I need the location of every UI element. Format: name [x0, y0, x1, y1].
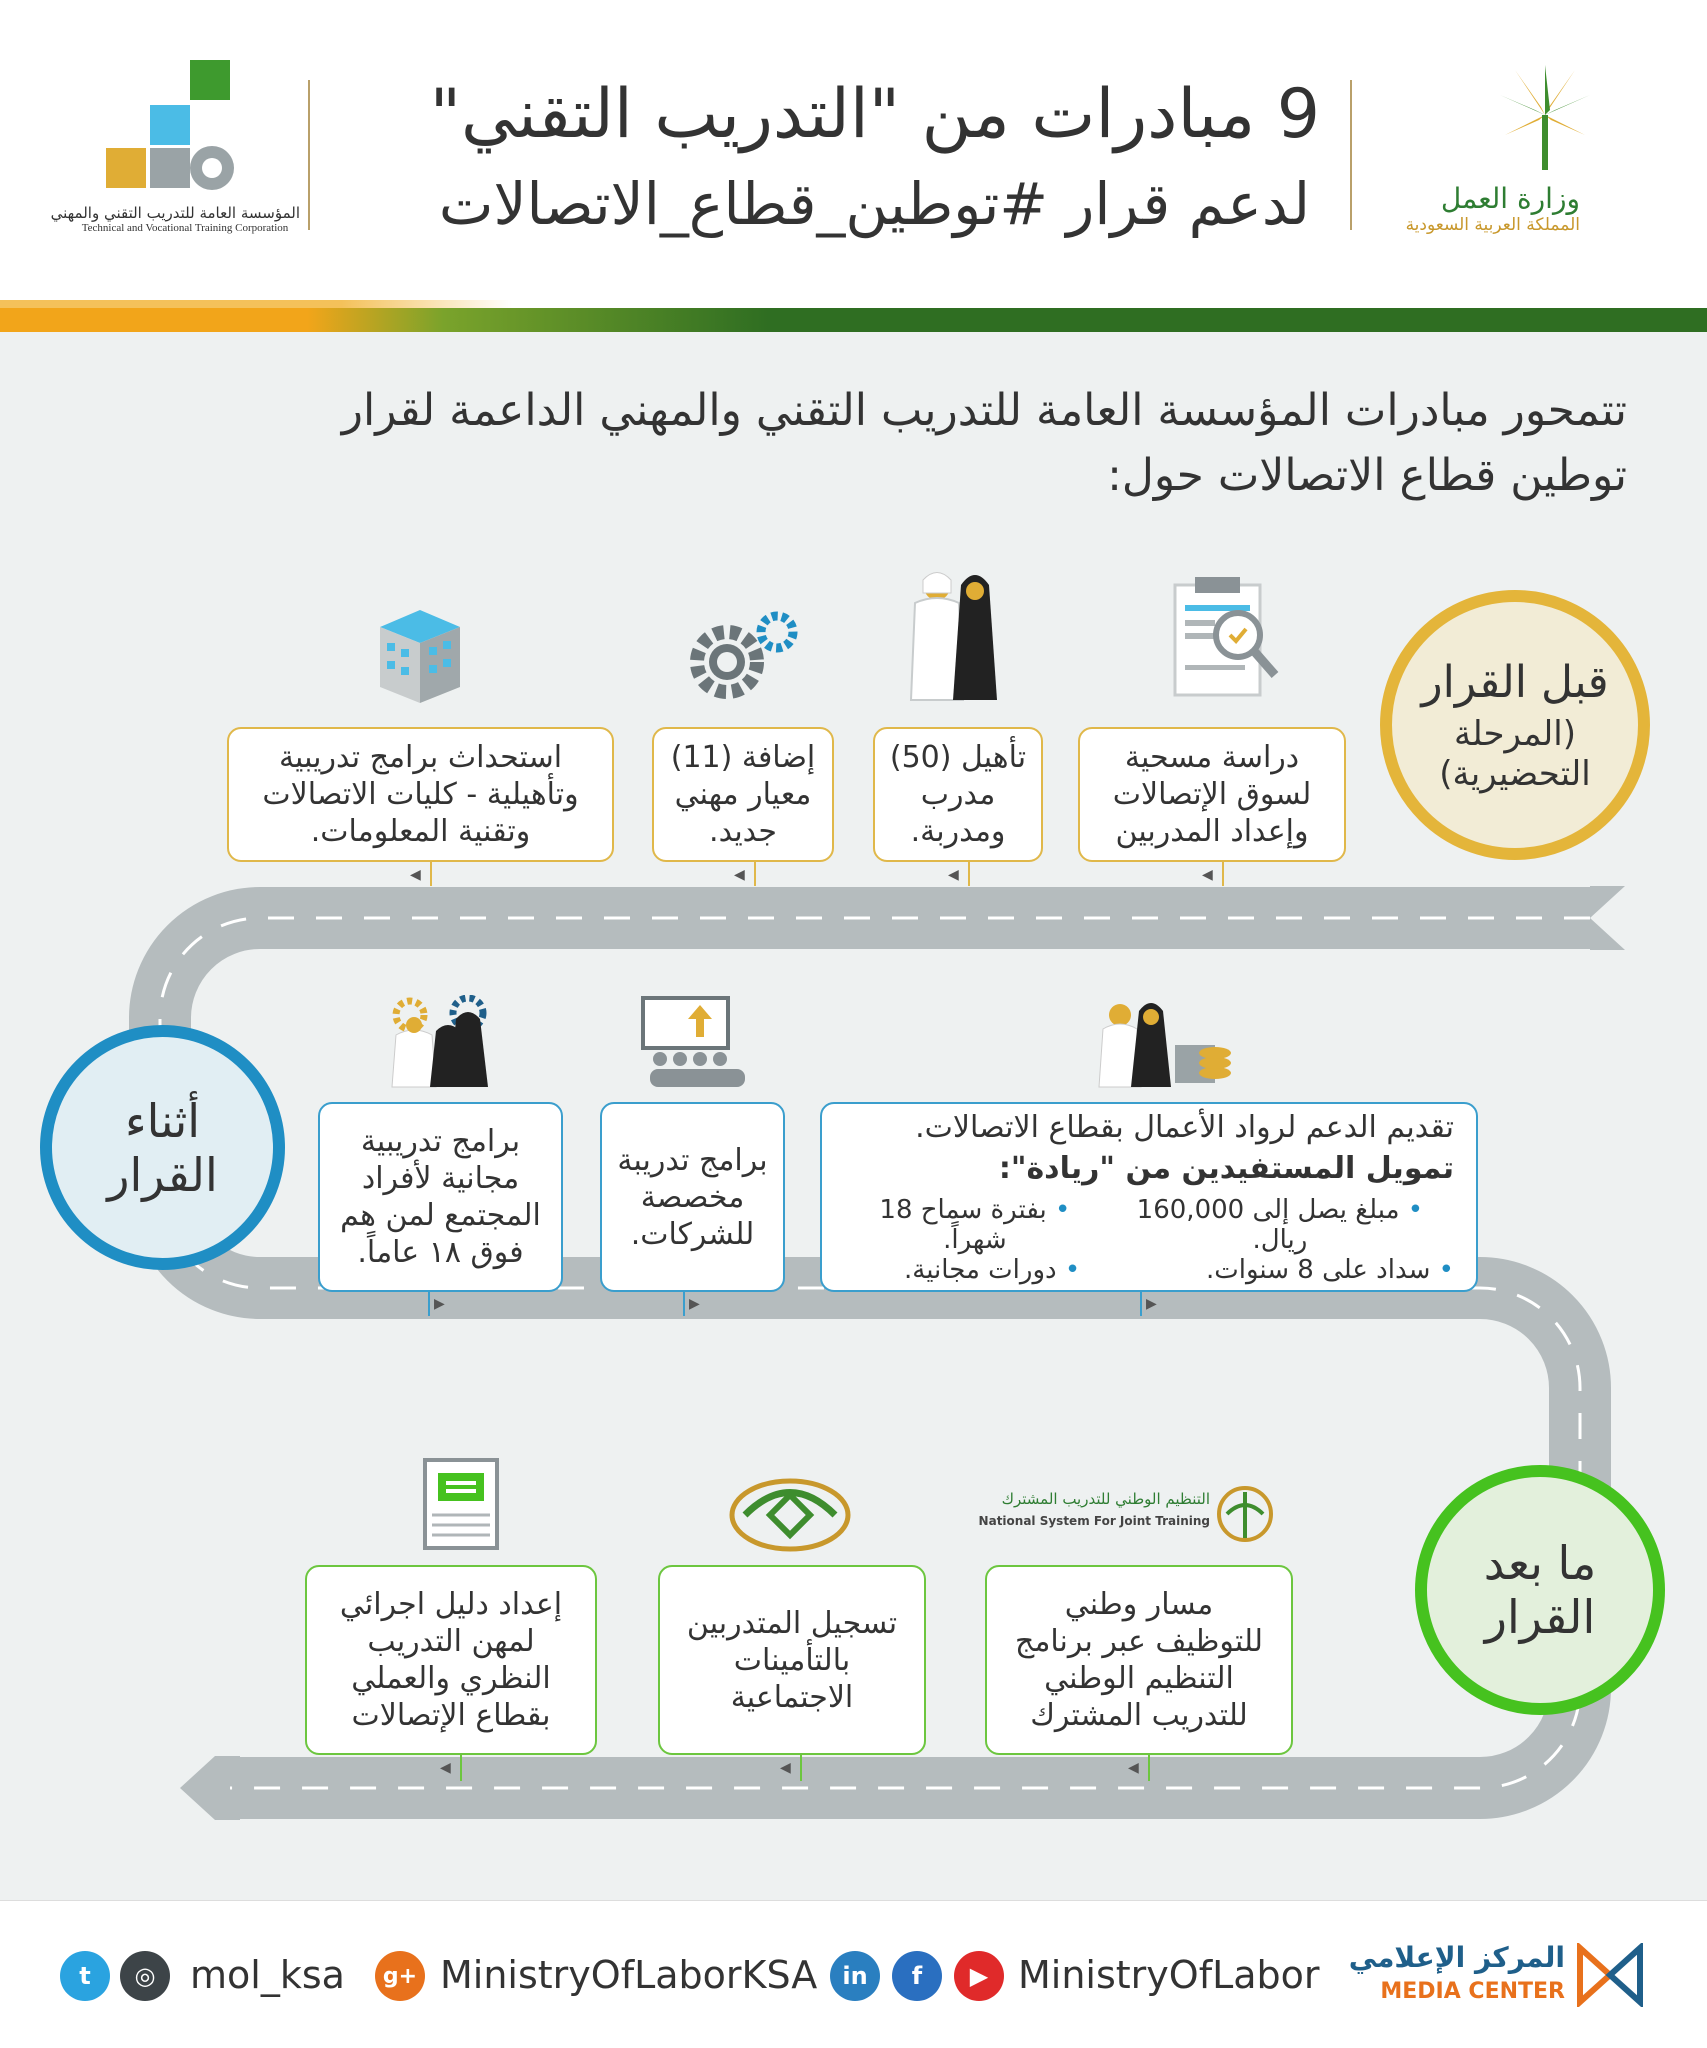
- before-arrow-1: ◀: [1202, 867, 1213, 883]
- after-employment-l2: للتوظيف عبر برنامج: [1014, 1624, 1263, 1659]
- after-arrow-3: ◀: [440, 1760, 451, 1776]
- after-manual-l4: بقطاع الإتصالات: [351, 1698, 551, 1733]
- during-support-bullet2: • بفترة سماح 18 شهراً.: [879, 1195, 1071, 1255]
- nsjt-logo-ar: التنظيم الوطني للتدريب المشترك: [1001, 1490, 1210, 1508]
- before-item-standards-l3: جديد.: [709, 814, 777, 849]
- during-community-l3: المجتمع لمن هم: [340, 1198, 541, 1233]
- during-community-l4: فوق ١٨ عاماً.: [357, 1235, 524, 1270]
- during-support-b2-text: بفترة سماح 18 شهراً.: [879, 1195, 1047, 1255]
- stage-after-line1: ما بعد: [1483, 1536, 1597, 1590]
- trainers-people-icon: [905, 565, 1005, 705]
- before-arrow-2: ◀: [948, 867, 959, 883]
- during-stem-2: [683, 1292, 685, 1316]
- intro-line2: توطين قطاع الاتصالات حول:: [1107, 450, 1627, 501]
- facebook-icon[interactable]: f: [892, 1951, 942, 2001]
- page-title-line2: لدعم قرار #توطين_قطاع_الاتصالات: [438, 170, 1310, 238]
- before-item-survey: [1078, 727, 1346, 862]
- during-arrow-2: ▶: [689, 1296, 700, 1312]
- after-item-manual: [305, 1565, 597, 1755]
- linkedin-icon[interactable]: in: [830, 1951, 880, 2001]
- before-item-trainers-l1: تأهيل (50): [889, 740, 1027, 775]
- before-item-programs-l2: وتأهيلية - كليات الاتصالات: [262, 777, 579, 812]
- header-stripe-thin: [0, 300, 1707, 308]
- after-employment-l1: مسار وطني: [1064, 1587, 1214, 1622]
- nsjt-emblem-icon: [1215, 1480, 1275, 1548]
- google-plus-icon[interactable]: g+: [375, 1951, 425, 2001]
- after-item-employment: [985, 1565, 1293, 1755]
- stage-after-line2: القرار: [1484, 1590, 1596, 1644]
- during-support-bullet1: • مبلغ يصل إلى 160,000 ريال.: [1136, 1195, 1424, 1255]
- palm-icon: [1380, 60, 1640, 170]
- after-manual-l1: إعداد دليل اجرائي: [339, 1587, 563, 1622]
- before-stem-2: [968, 862, 970, 886]
- youtube-icon[interactable]: ▶: [954, 1951, 1004, 2001]
- after-insurance-l2: بالتأمينات: [733, 1642, 851, 1678]
- stage-before-line1: قبل القرار: [1421, 656, 1609, 708]
- after-insurance-l3: الاجتماعية: [730, 1679, 854, 1715]
- stage-after-bubble: [1415, 1465, 1665, 1715]
- before-item-programs-l1: استحداث برامج تدريبية: [278, 740, 563, 775]
- during-companies-l3: للشركات.: [630, 1216, 755, 1252]
- media-center-en: MEDIA CENTER: [1380, 1979, 1565, 2004]
- community-people-gears-icon: [390, 995, 495, 1090]
- footer-handle-ministryoflaborksa[interactable]: MinistryOfLaborKSA: [440, 1953, 818, 1997]
- header-divider-right: [1350, 80, 1352, 230]
- during-support-b3-text: سداد على 8 سنوات.: [1205, 1255, 1431, 1285]
- ministry-name: وزارة العمل: [1440, 182, 1580, 215]
- before-stem-4: [430, 862, 432, 886]
- header-stripe: [0, 308, 1707, 332]
- ministry-logo: [1380, 60, 1640, 250]
- before-stem-1: [1222, 862, 1224, 886]
- during-support-l1: تقديم الدعم لرواد الأعمال بقطاع الاتصالات.: [915, 1110, 1454, 1145]
- twitter-icon[interactable]: t: [60, 1951, 110, 2001]
- presentation-group-icon: [640, 993, 750, 1093]
- intro-line1: تتمحور مبادرات المؤسسة العامة للتدريب التقني والمهني الداعمة لقرار: [341, 385, 1627, 436]
- footer-handle-ministryoflabor[interactable]: MinistryOfLabor: [1018, 1953, 1320, 1997]
- during-stem-3: [428, 1292, 430, 1316]
- during-support-l2: تمويل المستفيدين من "ريادة":: [998, 1151, 1454, 1186]
- after-employment-l3: التنظيم الوطني: [1044, 1661, 1234, 1696]
- nsjt-logo: [978, 1480, 1280, 1550]
- during-community-l2: مجانية لأفراد: [361, 1161, 520, 1196]
- during-arrow-1: ▶: [1146, 1296, 1157, 1312]
- after-stem-2: [800, 1755, 802, 1781]
- ministry-country: المملكة العربية السعودية: [1405, 215, 1580, 235]
- after-item-insurance: [658, 1565, 926, 1755]
- stage-before-line2: (المرحلة: [1454, 713, 1576, 754]
- during-item-support: [820, 1102, 1478, 1292]
- before-arrow-4: ◀: [410, 867, 421, 883]
- during-companies-l1: برامج تدريبة: [617, 1142, 768, 1178]
- after-stem-3: [460, 1755, 462, 1781]
- after-stem-1: [1148, 1755, 1150, 1781]
- media-center-icon: [1575, 1943, 1645, 2007]
- before-item-trainers-l3: ومدربة.: [910, 814, 1006, 849]
- stage-before-line3: التحضيرية): [1439, 753, 1591, 794]
- during-arrow-3: ▶: [434, 1296, 445, 1312]
- entrepreneurs-money-icon: [1075, 995, 1235, 1090]
- instagram-icon[interactable]: ◎: [120, 1951, 170, 2001]
- after-employment-l4: للتدريب المشترك: [1030, 1698, 1248, 1733]
- tvtc-logo: [50, 60, 300, 240]
- during-item-community: [318, 1102, 563, 1292]
- before-item-standards-l2: معيار مهني: [674, 777, 812, 812]
- before-item-trainers-l2: مدرب: [920, 777, 996, 812]
- during-support-bullet4: • دورات مجانية.: [904, 1255, 1081, 1285]
- before-item-standards: [652, 727, 834, 862]
- before-item-programs-l3: وتقنية المعلومات.: [310, 814, 531, 849]
- before-item-survey-l2: لسوق الإتصالات: [1112, 777, 1312, 812]
- after-arrow-1: ◀: [1128, 1760, 1139, 1776]
- footer-handle-mol-ksa[interactable]: mol_ksa: [190, 1953, 345, 1997]
- during-support-b4-text: دورات مجانية.: [904, 1255, 1057, 1285]
- tvtc-logo-ar: المؤسسة العامة للتدريب التقني والمهني: [50, 204, 300, 222]
- stage-during-line1: أثناء: [124, 1093, 201, 1148]
- survey-clipboard-icon: [1170, 575, 1280, 705]
- media-center-ar: المركز الإعلامي: [1348, 1941, 1565, 1974]
- tvtc-logo-icon: [70, 60, 300, 190]
- stage-before-bubble: [1380, 590, 1650, 860]
- before-item-survey-l3: وإعداد المدربين: [1115, 814, 1309, 849]
- before-item-survey-l1: دراسة مسحية: [1124, 740, 1300, 775]
- before-arrow-3: ◀: [734, 867, 745, 883]
- page-title-line1: 9 مبادرات من "التدريب التقني": [429, 75, 1320, 154]
- stage-during-line2: القرار: [107, 1147, 218, 1202]
- media-center-logo: [1348, 1935, 1650, 2015]
- header: [0, 0, 1707, 308]
- after-arrow-2: ◀: [780, 1760, 791, 1776]
- before-item-standards-l1: إضافة (11): [670, 740, 816, 775]
- during-support-b1-text: مبلغ يصل إلى 160,000 ريال.: [1136, 1195, 1400, 1255]
- during-companies-l2: مخصصة: [640, 1179, 745, 1215]
- before-item-trainers: [873, 727, 1043, 862]
- before-item-programs: [227, 727, 614, 862]
- after-manual-l3: النظري والعملي: [351, 1661, 551, 1696]
- gosi-logo-icon: [725, 1470, 855, 1560]
- during-support-bullets-row2: [844, 1255, 1454, 1285]
- gears-icon: [685, 610, 805, 705]
- during-community-l1: برامج تدريبية: [360, 1124, 521, 1159]
- during-stem-1: [1140, 1292, 1142, 1316]
- during-item-companies: [600, 1102, 785, 1292]
- manual-book-icon: [420, 1455, 505, 1555]
- before-stem-3: [754, 862, 756, 886]
- nsjt-logo-en: National System For Joint Training: [978, 1514, 1210, 1528]
- during-support-bullets-row1: [844, 1195, 1454, 1255]
- after-manual-l2: لمهن التدريب: [367, 1624, 535, 1659]
- stage-during-bubble: [40, 1025, 285, 1270]
- during-support-bullet3: • سداد على 8 سنوات.: [1205, 1255, 1454, 1285]
- building-icon: [375, 605, 465, 705]
- header-divider-left: [308, 80, 310, 230]
- after-insurance-l1: تسجيل المتدربين: [686, 1605, 898, 1641]
- tvtc-logo-en: Technical and Vocational Training Corporation: [81, 222, 289, 234]
